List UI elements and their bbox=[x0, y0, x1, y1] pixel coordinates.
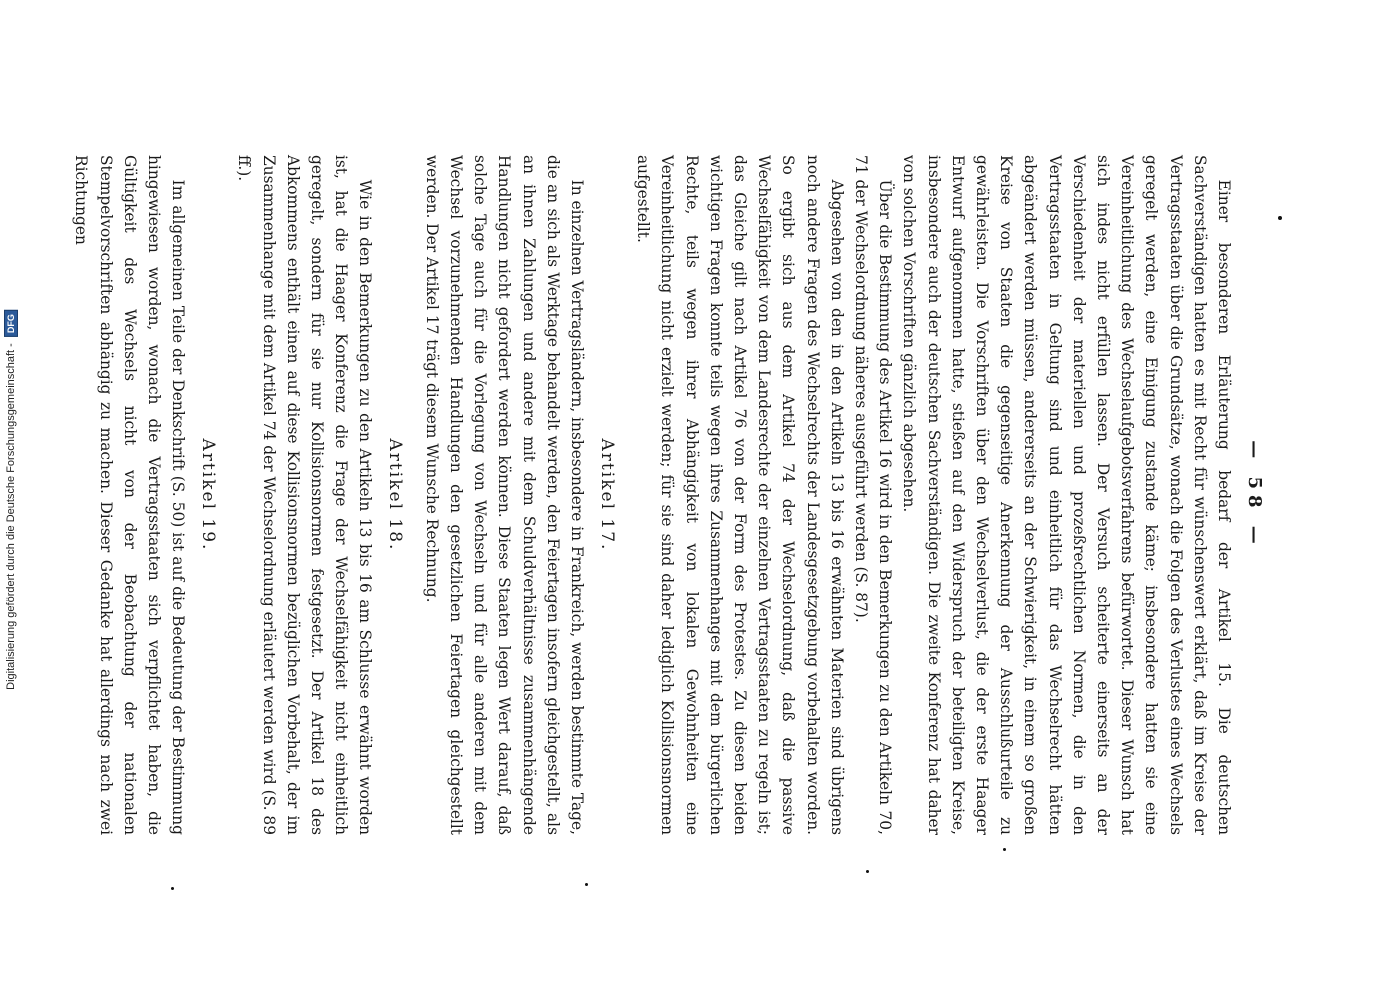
scanned-page bbox=[72, 145, 1265, 845]
heading-artikel-17: Artikel 17. bbox=[596, 438, 617, 552]
paragraph-other-matters: Abgesehen von den in den Artikeln 13 bis 16 erwähnten Materien sind übrigens noch andere Fragen des Wechselrechts der Landesgesetzgebung vorbehalten worden. So ergibt sich aus dem Artikel 74 der Wechselordnung, daß die passive Wechselfähigkeit von dem Landesrechte der einzelnen Vertragsstaaten zu regeln ist; das Gleiche gilt nach Artikel 76 von der Form des Protestes. Zu diesen beiden wichtigen Fragen konnte teils wegen ihres Zusammenhanges mit dem bürgerlichen Rechte, teils wegen ihrer Abhängigkeit von lokalen Gewohnheiten eine Vereinheitlichung nicht erzielt werden; für sie sind daher lediglich Kollisionsnormen aufgestellt. bbox=[634, 155, 846, 835]
scan-speck bbox=[1003, 848, 1006, 851]
page-number: — 58 — bbox=[1244, 440, 1265, 550]
digitization-note-text: Digitalisierung gefördert durch die Deutsche Forschungsgemeinschaft - bbox=[5, 343, 17, 690]
scan-speck bbox=[171, 887, 174, 890]
paragraph-artikel-18: Wie in den Bemerkungen zu den Artikeln 13 bis 16 am Schlusse erwähnt worden ist, hat die Haager Konferenz die Frage der Wechselfähigkeit nicht einheitlich geregelt, sondern für sie nur Kollisionsnormen festgesetzt. Der Artikel 18 des Abkommens enthält einen auf diese Kollisionsnormen bezüglichen Vorbehalt, der im Zusammenhange mit dem Artikel 74 der Wechselordnung erläutert werden wird (S. 89 ff.). bbox=[235, 155, 375, 835]
dfg-logo: DFG bbox=[4, 310, 18, 337]
digitization-note bbox=[4, 310, 18, 690]
scan-speck bbox=[585, 883, 588, 886]
paragraph-artikel-17: In einzelnen Vertragsländern, insbesondere in Frankreich, werden bestimmte Tage, die an sich als Werktage behandelt werden, den Feiertagen insofern gleichgestellt, als an ihnen Zahlungen und andere mit dem Schuldverhältnisse zusammenhängende Handlungen nicht gefordert werden können. Diese Staaten legen Wert darauf, daß solche Tage auch für die Vorlegung von Wechseln und für alle anderen mit dem Wechsel vorzunehmenden Handlungen den gesetzlichen Feiertagen gleichgestellt werden. Der Artikel 17 trägt diesem Wunsche Rechnung. bbox=[422, 155, 586, 835]
heading-artikel-19: Artikel 19. bbox=[198, 438, 219, 552]
heading-artikel-18: Artikel 18. bbox=[385, 438, 406, 552]
paragraph-artikel-16: Über die Bestimmung des Artikel 16 wird in den Bemerkungen zu den Artikeln 70, 71 der Wechselordnung näheres ausgeführt werden (S. 87). bbox=[851, 155, 895, 835]
paragraph-artikel-15: Einer besonderen Erläuterung bedarf der Artikel 15. Die deutschen Sachverständigen hatten es mit Recht für wünschenswert erklärt, daß im Kreise der Vertragsstaaten über die Grundsätze, wonach die Folgen des Verlustes eines Wechsels geregelt werden, eine Einigung zustande käme; insbesondere hatten sie eine Vereinheitlichung des Wechselaufgebotsverfahrens befürwortet. Dieser Wunsch hat sich indes nicht erfüllen lassen. Der Versuch scheiterte einerseits an der Verschiedenheit der materiellen und prozeßrechtlichen Normen, die in den Vertragsstaaten in Geltung sind und einheitlich für das Wechselrecht hätten abgeändert werden müssen, andererseits an der Schwierigkeit, in einem so großen Kreise von Staaten die gegenseitige Anerkennung der Ausschlußurteile zu gewährleisten. Die Vorschriften über den Wechselverlust, die der erste Haager Entwurf aufgenommen hatte, stießen auf den Widerspruch der beteiligten Kreise, insbesondere auch der deutschen Sachverständigen. Die zweite Konferenz hat daher von solchen Vorschriften gänzlich abgesehen. bbox=[900, 155, 1233, 835]
page-content bbox=[72, 145, 1265, 845]
digitization-strip bbox=[0, 0, 22, 1000]
scan-speck bbox=[1278, 216, 1282, 220]
paragraph-artikel-19: Im allgemeinen Teile der Denkschrift (S. 50) ist auf die Bedeutung der Bestimmung hingewiesen worden, wonach die Vertragsstaaten sich verpflichtet haben, die Gültigkeit des Wechsels nicht von der Beobachtung der nationalen Stempelvorschriften abhängig zu machen. Dieser Gedanke hat allerdings nach zwei Richtungen bbox=[72, 155, 188, 835]
scan-speck bbox=[866, 870, 869, 873]
